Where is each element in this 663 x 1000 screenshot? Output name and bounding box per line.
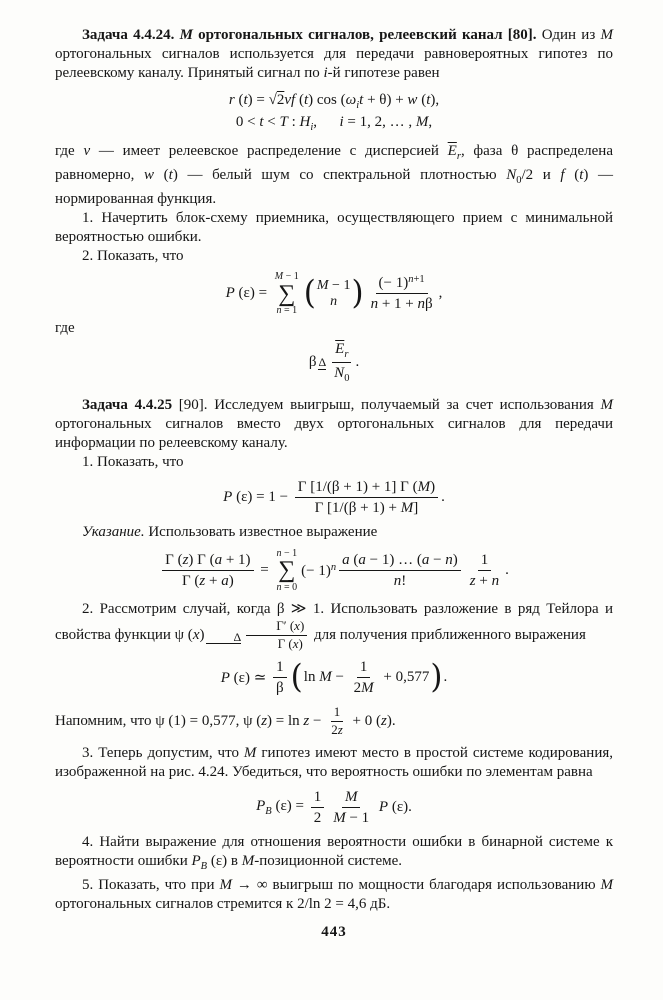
task-3-coding-paragraph: 3. Теперь допустим, что M гипотез имеют место в простой системе кодирования, изображенной на рис. 4.24. Убедиться, что вероятность ошибки по элементам равна bbox=[55, 744, 613, 780]
gamma-fraction bbox=[295, 478, 438, 517]
fraction-numerator: 1 bbox=[357, 658, 371, 678]
formula-tail-period: . bbox=[505, 562, 509, 579]
fraction-denominator: z + n bbox=[469, 573, 500, 590]
formula-error-probability-sum bbox=[55, 271, 613, 317]
fraction-numerator: Γ (z) Γ (a + 1) bbox=[162, 551, 253, 571]
task-2-show-that: 2. Показать, что bbox=[82, 248, 184, 264]
formula-received-signal bbox=[55, 92, 613, 111]
fraction-denominator: n + 1 + nβ bbox=[370, 296, 433, 313]
formula-tail-period: . bbox=[355, 354, 360, 371]
fraction-numerator: Γ′ (x) bbox=[246, 619, 307, 636]
sum-upper-limit: n − 1 bbox=[276, 547, 298, 559]
fraction-denominator: M − 1 bbox=[333, 809, 370, 826]
fraction-denominator: β bbox=[276, 679, 284, 696]
formula-tail-comma: , bbox=[438, 285, 443, 302]
falling-factorial-fraction bbox=[339, 551, 461, 590]
fraction-numerator: (− 1)$^{n+1}$ bbox=[376, 274, 428, 294]
problem-4-4-25-intro: Задача 4.4.25 [90]. Исследуем выигрыш, получаемый за счет использования M ортогональных сигналов вместо двух ортогональных сигналов для передачи информации по релеевскому каналу. bbox=[55, 396, 613, 451]
minus-one-power: (− 1)$^n$ bbox=[301, 561, 337, 579]
gamma-product-fraction bbox=[162, 551, 253, 590]
formula-tail-period: . bbox=[443, 668, 448, 685]
close-paren: ) bbox=[430, 657, 443, 696]
fraction-numerator: Γ [1/(β + 1) + 1] Γ (M) bbox=[295, 478, 438, 498]
where-label: где bbox=[55, 319, 75, 336]
binomial-top: M − 1 bbox=[316, 277, 351, 293]
sigma-symbol: ∑ bbox=[278, 280, 296, 307]
fraction-numerator: 1 bbox=[273, 658, 287, 678]
beta-symbol: β bbox=[308, 354, 317, 371]
sigma-symbol: ∑ bbox=[278, 557, 296, 584]
reminder-text-start: Напомним, что ψ (1) = 0,577, ψ (z) = ln z − bbox=[55, 712, 326, 729]
pb-rhs: P (ε). bbox=[378, 798, 412, 815]
hypothesis-interval-expression: 0 < t < T : $H_i$, i = 1, 2, … , M, bbox=[235, 114, 433, 133]
formula-symbol-error-probability bbox=[55, 788, 613, 827]
sum-operator bbox=[275, 271, 299, 317]
taylor-text-end: для получения приближенного выражения bbox=[310, 626, 586, 643]
received-signal-expression: r (t) = √2vf (t) $\cos (\omega_it + \theta) + w$ (t), bbox=[228, 92, 440, 111]
error-prob-lhs: P (ε) = bbox=[225, 285, 271, 302]
taylor-text-start: 2. Рассмотрим случай, когда β ≫ 1. Использовать разложение в ряд Тейлора и свойства функции ψ (x) bbox=[55, 600, 613, 643]
formula-known-expression bbox=[55, 548, 613, 594]
formula-beta-definition bbox=[55, 340, 613, 386]
binomial-close-paren: ) bbox=[351, 274, 364, 313]
task-4-ratio-paragraph: 4. Найти выражение для отношения вероятности ошибки в бинарной системе к вероятности ошибки $P_B$ (ε) в M-позиционной системе. bbox=[55, 833, 613, 872]
sum-operator bbox=[277, 548, 298, 594]
fraction-denominator: 2 bbox=[313, 809, 322, 826]
gamma-lhs: P (ε) = 1 − bbox=[223, 488, 292, 505]
reminder-paragraph bbox=[55, 705, 613, 738]
fraction-denominator: Γ [1/(β + 1) + M] bbox=[314, 499, 419, 516]
fraction-numerator: 1 bbox=[478, 551, 492, 571]
fraction-numerator: 1 bbox=[311, 788, 325, 808]
binomial-bottom: n bbox=[330, 293, 338, 309]
equals-sign: = bbox=[256, 562, 273, 579]
one-over-beta-fraction bbox=[273, 658, 287, 697]
fraction-denominator: n! bbox=[393, 573, 407, 590]
m-over-m-minus-1-fraction bbox=[330, 788, 372, 827]
open-paren: ( bbox=[290, 657, 303, 696]
page-number: 443 bbox=[321, 923, 347, 940]
pb-lhs: $P_B$ (ε) = bbox=[256, 797, 308, 817]
psi-definition-fraction bbox=[246, 619, 307, 652]
formula-hypothesis-interval bbox=[55, 114, 613, 133]
formula-approximation bbox=[55, 658, 613, 697]
fraction-numerator: M bbox=[342, 788, 361, 808]
defined-as-symbol: Δ bbox=[318, 355, 327, 370]
sum-term-fraction bbox=[368, 274, 436, 313]
fraction-numerator: a (a − 1) … (a − n) bbox=[339, 551, 461, 571]
sum-lower-limit: n = 1 bbox=[276, 305, 298, 317]
binomial-open-paren: ( bbox=[303, 274, 316, 313]
where-definitions-paragraph: где v — имеет релеевское распределение с дисперсией $\overline{E}_r$, фаза θ распределена равномерно, w (t) — белый шум со спектральной плотностью $N_0/2$ и f (t) — нормированная функция. bbox=[55, 143, 614, 207]
sum-upper-limit: M − 1 bbox=[274, 271, 299, 282]
task-1-show-that: 1. Показать, что bbox=[82, 453, 184, 470]
fraction-denominator: Γ (z + a) bbox=[181, 573, 234, 590]
log-term: ln M − bbox=[303, 668, 348, 685]
task-1-block-diagram: 1. Начертить блок-схему приемника, осуществляющего прием с минимальной вероятностью ошибки. bbox=[55, 210, 613, 245]
formula-gamma-ratio bbox=[55, 478, 613, 517]
reminder-text-end: + 0 (z). bbox=[348, 712, 396, 729]
defined-as-symbol: Δ bbox=[206, 631, 241, 645]
fraction-numerator: $\overline{E}_r$ bbox=[332, 340, 351, 364]
fraction-numerator: 1 bbox=[331, 705, 344, 722]
formula-tail-period: . bbox=[441, 488, 445, 505]
fraction-denominator: 2z bbox=[331, 721, 343, 737]
one-half-fraction bbox=[311, 788, 325, 827]
task-2-taylor-paragraph bbox=[55, 600, 613, 652]
fraction-denominator: 2M bbox=[353, 679, 374, 696]
euler-constant-term: + 0,577 bbox=[379, 668, 430, 685]
fraction-denominator: $N_0$ bbox=[334, 365, 350, 385]
sum-lower-limit: n = 0 bbox=[276, 582, 298, 594]
binomial-coefficient bbox=[317, 278, 351, 310]
one-over-2z-fraction bbox=[328, 705, 346, 738]
beta-fraction bbox=[331, 340, 352, 386]
reciprocal-fraction bbox=[467, 551, 502, 590]
hint-paragraph: Указание. Использовать известное выражение bbox=[82, 523, 378, 540]
one-over-2m-fraction bbox=[351, 658, 377, 697]
approx-lhs: P (ε) ≃ bbox=[220, 669, 271, 686]
task-5-power-gain-paragraph: 5. Показать, что при M → ∞ выигрыш по мощности благодаря использованию M ортогональных сигналов стремится к 2/ln 2 = 4,6 дБ. bbox=[55, 876, 613, 912]
fraction-denominator: Γ (x) bbox=[277, 635, 303, 651]
problem-4-4-24-intro: Задача 4.4.24. M ортогональных сигналов, релеевский канал [80]. Один из M ортогональных сигналов используется для передачи равновероятных гипотез по релеевскому каналу. Принятый сигнал по i-й гипотезе равен bbox=[55, 27, 613, 81]
